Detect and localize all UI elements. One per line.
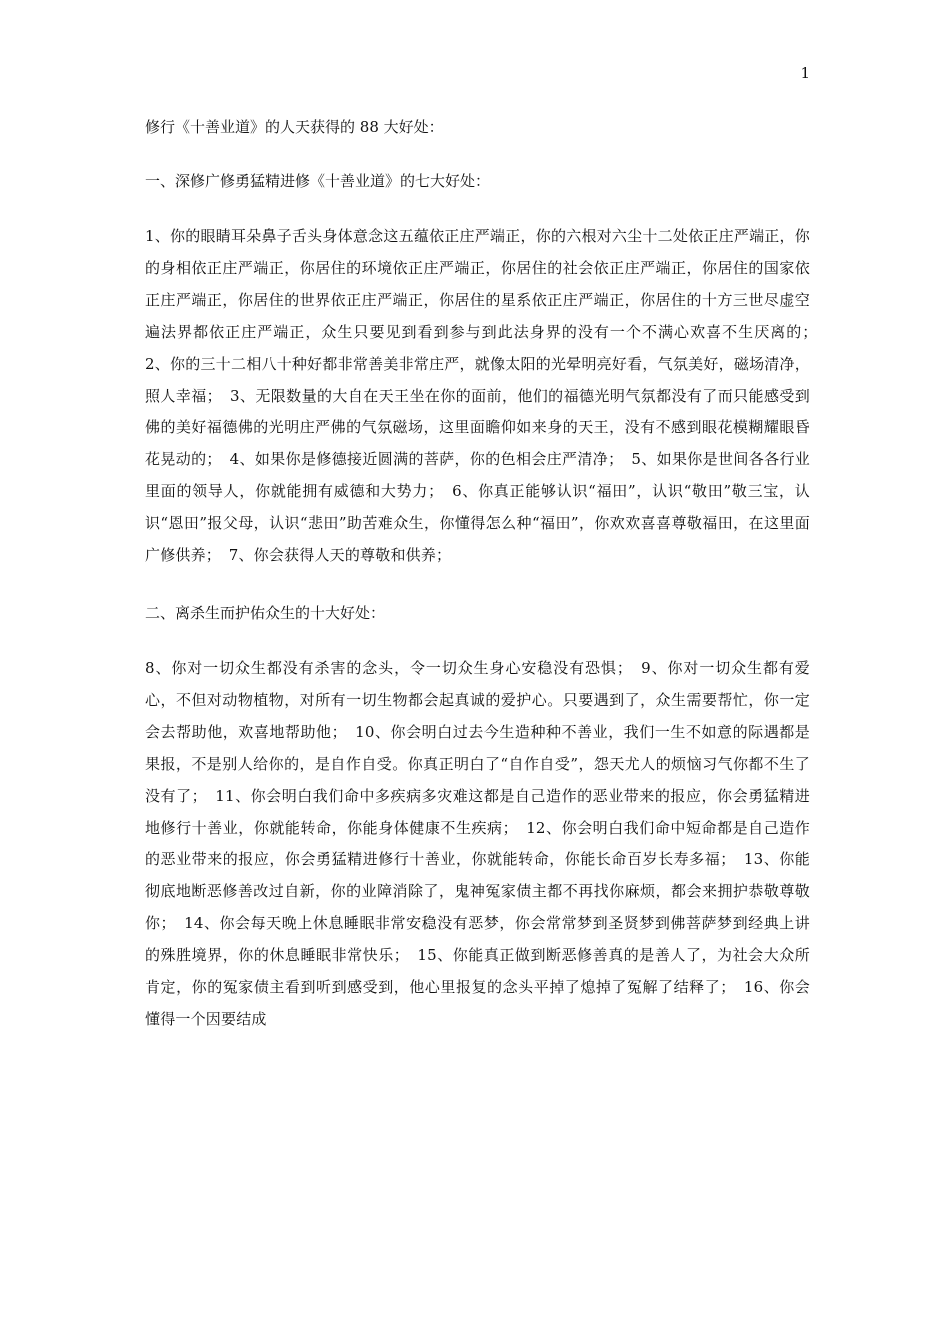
section-paragraph-2: 8、你对一切众生都没有杀害的念头，令一切众生身心安稳没有恐惧； 9、你对一切众生都有爱心，不但对动物植物，对所有一切生物都会起真诚的爱护心。只要遇到了，众生需要帮忙，你一定会去帮助他，欢喜地帮助他； 10、你会明白过去今生造种种不善业，我们一生不如意的际遇都是果报，不是别人给你的，是自作自受。你真正明白了“自作自受”，怨天尤人的烦恼习气你都不生了没有了； 11、你会明白我们命中多疾病多灾难这都是自己造作的恶业带来的报应，你会勇猛精进地修行十善业，你就能转命，你能身体健康不生疾病； 12、你会明白我们命中短命都是自己造作的恶业带来的报应，你会勇猛精进修行十善业，你就能转命，你能长命百岁长寿多福； 13、你能彻底地断恶修善改过自新，你的业障消除了，鬼神冤家债主都不再找你麻烦，都会来拥护恭敬尊敬你； 14、你会每天晚上休息睡眠非常安稳没有恶梦，你会常常梦到圣贤梦到佛菩萨梦到经典上讲的殊胜境界，你的休息睡眠非常快乐； 15、你能真正做到断恶修善真的是善人了，为社会大众所肯定，你的冤家债主看到听到感受到，他心里报复的念头平掉了熄掉了冤解了结释了； 16、你会懂得一个因要结成 — [145, 658, 810, 1028]
section-paragraph-1: 1、你的眼睛耳朵鼻子舌头身体意念这五蕴依正庄严端正，你的六根对六尘十二处依正庄严端正，你的身相依正庄严端正，你居住的环境依正庄严端正，你居住的社会依正庄严端正，你居住的国家依正庄严端正，你居住的世界依正庄严端正，你居住的星系依正庄严端正，你居住的十方三世尽虚空遍法界都依正庄严端正，众生只要见到看到参与到此法身界的没有一个不满心欢喜不生厌离的； 2、你的三十二相八十种好都非常善美非常庄严，就像太阳的光晕明亮好看，气氛美好，磁场清净，照人幸福； 3、无限数量的大自在天王坐在你的面前，他们的福德光明气氛都没有了而只能感受到佛的美好福德佛的光明庄严佛的气氛磁场，这里面瞻仰如来身的天王，没有不感到眼花模糊耀眼昏花晃动的； 4、如果你是修德接近圆满的菩萨，你的色相会庄严清净； 5、如果你是世间各各行业里面的领导人，你就能拥有威德和大势力； 6、你真正能够认识“福田”，认识“敬田”敬三宝，认识“恩田”报父母，认识“悲田”助苦难众生，你懂得怎么种“福田”，你欢欢喜喜尊敬福田，在这里面广修供养； 7、你会获得人天的尊敬和供养； — [145, 227, 826, 565]
document-title: 修行《十善业道》的人天获得的 88 大好处： — [145, 118, 444, 136]
document-body — [145, 114, 826, 1036]
section-heading-1: 一、深修广修勇猛精进修《十善业道》的七大好处： — [145, 172, 491, 190]
section-heading-2: 二、离杀生而护佑众生的十大好处： — [145, 603, 386, 622]
page-number: 1 — [800, 64, 810, 82]
